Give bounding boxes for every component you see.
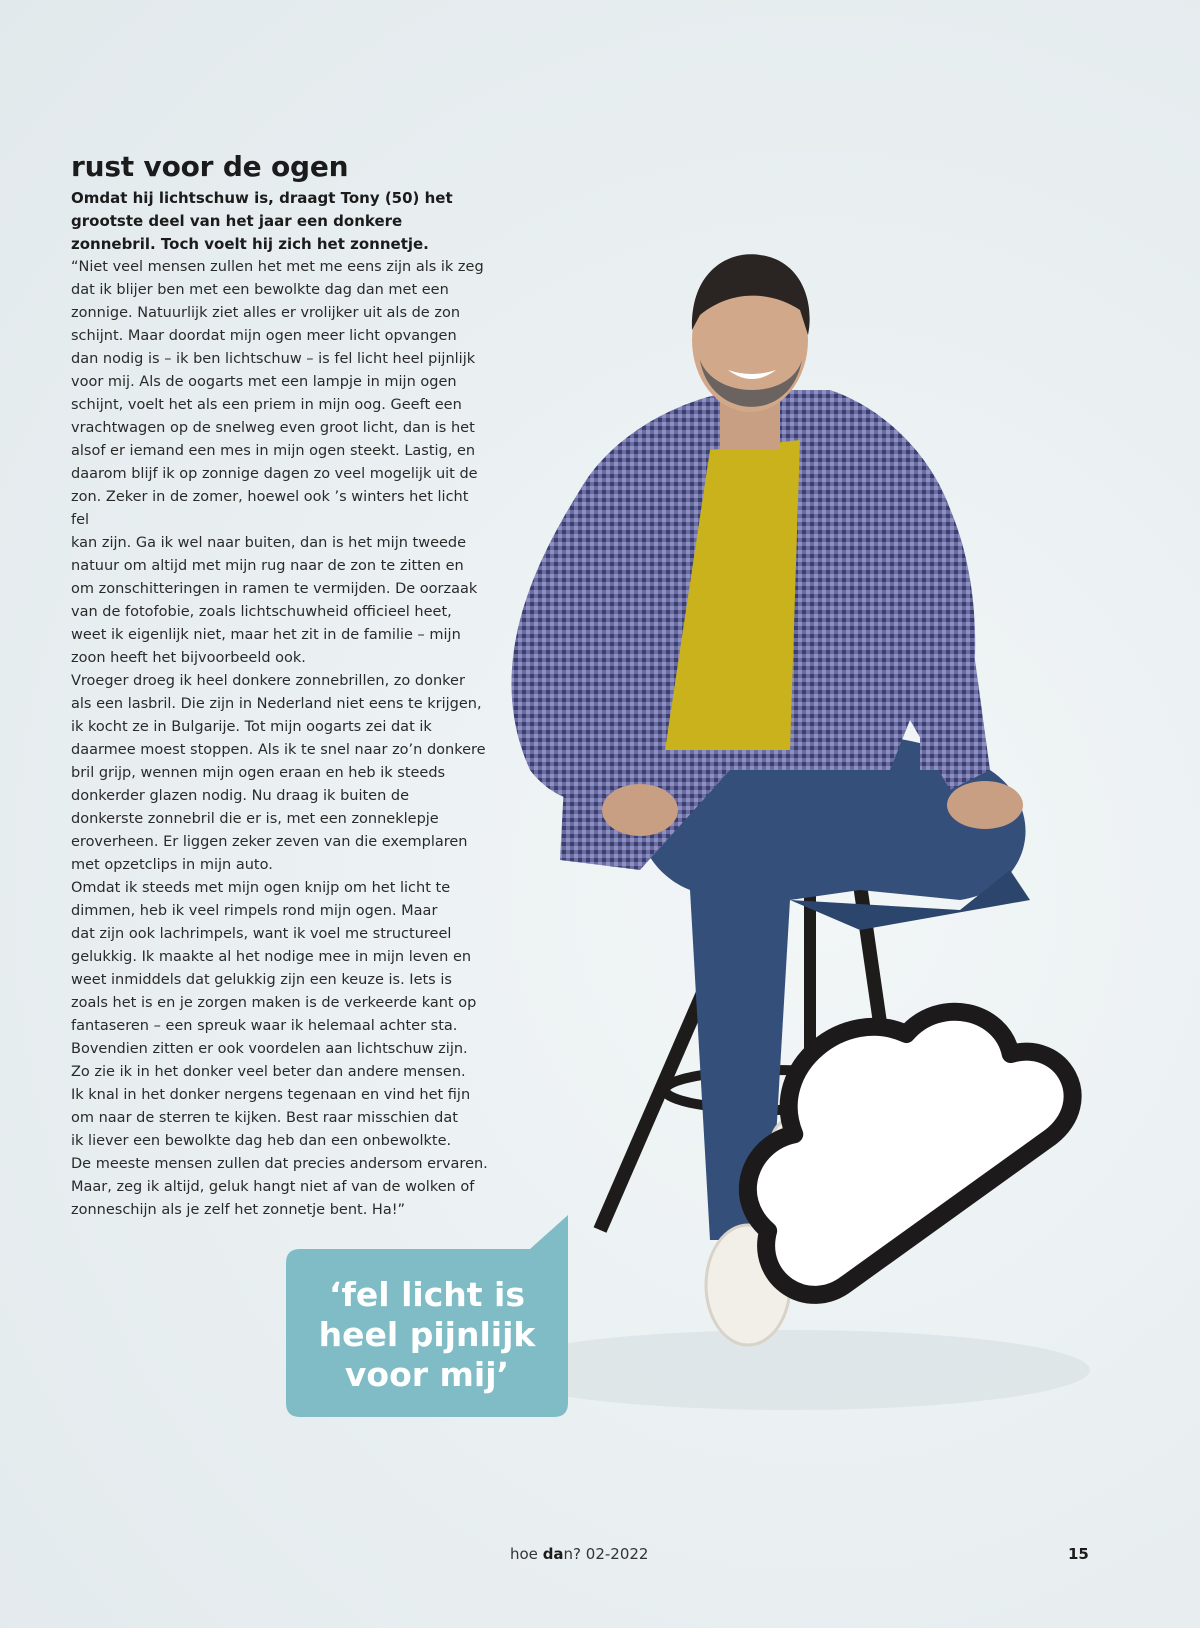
footer-mag-prefix: hoe [510, 1545, 543, 1563]
article-intro: Omdat hij lichtschuw is, draagt Tony (50) het grootste deel van het jaar een donkere zonnebril. Toch voelt hij zich het zonnetje. [71, 189, 453, 253]
article [71, 150, 491, 1222]
article-paragraph: Omdat ik steeds met mijn ogen knijp om het licht te dimmen, heb ik veel rimpels rond mijn ogen. Maar dat zijn ook lachrimpels, want ik voel me structureel gelukkig. Ik maakte al het nodige mee in mijn leven en weet inmiddels dat gelukkig zijn een keuze is. Iets is zoals het is en je zorgen maken is de verkeerde kant op fantaseren – een spreuk waar ik helemaal achter sta. Bovendien zitten er ook voordelen aan lichtschuw zijn. Zo zie ik in het donker veel beter dan andere mensen. Ik knal in het donker nergens tegenaan en vind het fijn om naar de sterren te kijken. Best raar misschien dat ik liever een bewolkte dag heb dan een onbewolkte. De meeste mensen zullen dat precies andersom ervaren. Maar, zeg ik altijd, geluk hangt niet af van de wolken of zonneschijn als je zelf het zonnetje bent. Ha!” [71, 880, 488, 1218]
page-number: 15 [1068, 1545, 1089, 1563]
pull-quote-text: ‘fel licht is heel pijnlijk voor mij’ [318, 1275, 536, 1394]
article-paragraph: “Niet veel mensen zullen het met me eens zijn als ik zeg dat ik blijer ben met een bewolkte dag dan met een zonnige. Natuurlijk ziet alles er vrolijker uit als de zon schijnt. Maar doordat mijn ogen meer licht opvangen dan nodig is – ik ben lichtschuw – is fel licht heel pijnlijk voor mij. Als de oogarts met een lampje in mijn ogen schijnt, voelt het als een priem in mijn oog. Geeft een vrachtwagen op de snelweg even groot licht, dan is het alsof er iemand een mes in mijn ogen steekt. Lastig, en daarom blijf ik op zonnige dagen zo veel mogelijk uit de zon. Zeker in de zomer, hoewel ook ’s winters het licht fel kan zijn. Ga ik wel naar buiten, dan is het mijn tweede natuur om altijd met mijn rug naar de zon te zitten en om zonschitteringen in ramen te vermijden. De oorzaak van de fotofobie, zoals lichtschuwheid officieel heet, weet ik eigenlijk niet, maar het zit in de familie – mijn zoon heeft het bijvoorbeeld ook. [71, 259, 484, 666]
footer-mag-suffix: n? 02-2022 [563, 1545, 649, 1563]
portrait-photo [490, 250, 1190, 1440]
pull-quote-bubble [286, 1215, 568, 1417]
article-paragraph: Vroeger droeg ik heel donkere zonnebrillen, zo donker als een lasbril. Die zijn in Nederland niet eens te krijgen, ik kocht ze in Bulgarije. Tot mijn oogarts zei dat ik daarmee moest stoppen. Als ik te snel naar zo’n donkere bril grijp, wennen mijn ogen eraan en heb ik steeds donkerder glazen nodig. Nu draag ik buiten de donkerste zonnebril die er is, met een zonneklepje eroverheen. Er liggen zeker zeven van die exemplaren met opzetclips in mijn auto. [71, 673, 486, 873]
article-body [71, 256, 491, 1222]
footer-mag-bold: da [542, 1545, 564, 1563]
footer-magazine [510, 1545, 648, 1563]
article-headline: rust voor de ogen [71, 150, 349, 183]
